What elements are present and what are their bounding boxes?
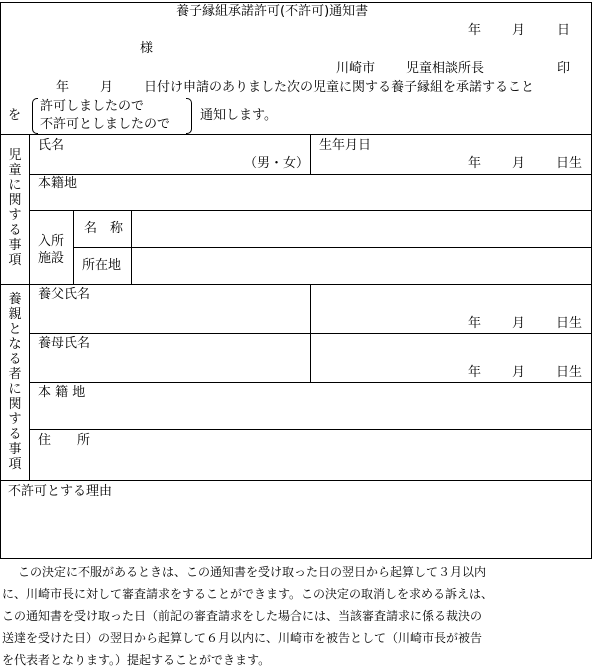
father-birth-day: 日生 [556, 316, 583, 331]
frame-top [0, 2, 592, 3]
addressee-suffix: 様 [140, 41, 154, 56]
date-year: 年 [468, 23, 482, 38]
section-divider [0, 284, 592, 285]
right-brace [186, 98, 192, 134]
facility-address-label: 所在地 [82, 258, 122, 273]
intro-text: 日付け申請のありました次の児童に関する養子縁組を承諾すること [144, 80, 535, 95]
footer-line-4: 送達を受けた日）の翌日から起算して６月以内に、川崎市を被告として（川崎市長が被告 [2, 631, 483, 645]
row-line-2 [29, 210, 592, 211]
father-birth-month: 月 [512, 316, 526, 331]
row-line-7 [0, 480, 592, 481]
intro-month: 月 [100, 80, 114, 95]
table-top [0, 134, 592, 135]
row-line-4 [29, 333, 592, 334]
option-deny: 不許可としましたので [40, 117, 171, 132]
mother-birth-day: 日生 [556, 365, 583, 380]
row-line-3 [73, 247, 592, 248]
child-section-label: 児童に関する事項 [8, 148, 22, 268]
notify-text: 通知します。 [200, 108, 277, 123]
frame-bottom [0, 558, 592, 559]
parent-domicile-label: 本 籍 地 [38, 385, 86, 400]
document-title: 養子縁組承諾許可(不許可)通知書 [176, 4, 369, 19]
facility-label: 入所施設 [38, 234, 65, 266]
parent-section-label: 養親となる者に関する事項 [8, 292, 22, 472]
child-name-label: 氏名 [38, 138, 65, 153]
footer-line-2: に、川崎市長に対して審査請求をすることができます。この決定の取消しを求める訴えは、 [2, 587, 494, 601]
option-permit: 許可しましたので [40, 99, 145, 114]
frame-left [0, 2, 1, 558]
date-month: 月 [512, 23, 526, 38]
child-birth-year: 年 [468, 156, 482, 171]
mother-birth-year: 年 [468, 365, 482, 380]
footer-line-1: この決定に不服があるときは、この通知書を受け取った日の翌日から起算して３月以内 [18, 565, 487, 579]
issuer-office: 児童相談所長 [406, 61, 485, 76]
mother-birth-month: 月 [512, 365, 526, 380]
frame-right [591, 2, 592, 558]
parent-address-label: 住 所 [38, 433, 91, 448]
intro-year: 年 [56, 80, 70, 95]
child-domicile-label: 本籍地 [38, 176, 78, 191]
reason-label: 不許可とする理由 [8, 484, 113, 499]
intro-wo: を [8, 108, 22, 123]
issuer-city: 川崎市 [336, 61, 376, 76]
child-birth-label: 生年月日 [319, 138, 372, 153]
child-birth-month: 月 [512, 156, 526, 171]
left-brace [32, 98, 38, 134]
facility-name-label: 名 称 [84, 221, 124, 236]
date-day: 日 [557, 23, 571, 38]
seal-mark: 印 [557, 61, 571, 76]
father-birth-year: 年 [468, 316, 482, 331]
row-line-5 [29, 382, 592, 383]
name-birth-divider [310, 134, 311, 174]
child-gender: （男・女） [244, 156, 310, 171]
child-birth-day: 日生 [556, 156, 583, 171]
mother-name-label: 養母氏名 [38, 336, 91, 351]
row-line-6 [29, 429, 592, 430]
row-line-1 [29, 174, 592, 175]
father-name-label: 養父氏名 [38, 287, 91, 302]
footer-line-3: この通知書を受け取った日（前記の審査請求をした場合には、当該審査請求に係る裁決の [2, 609, 483, 623]
footer-line-5: を代表者となります。）提起することができます。 [2, 653, 271, 667]
